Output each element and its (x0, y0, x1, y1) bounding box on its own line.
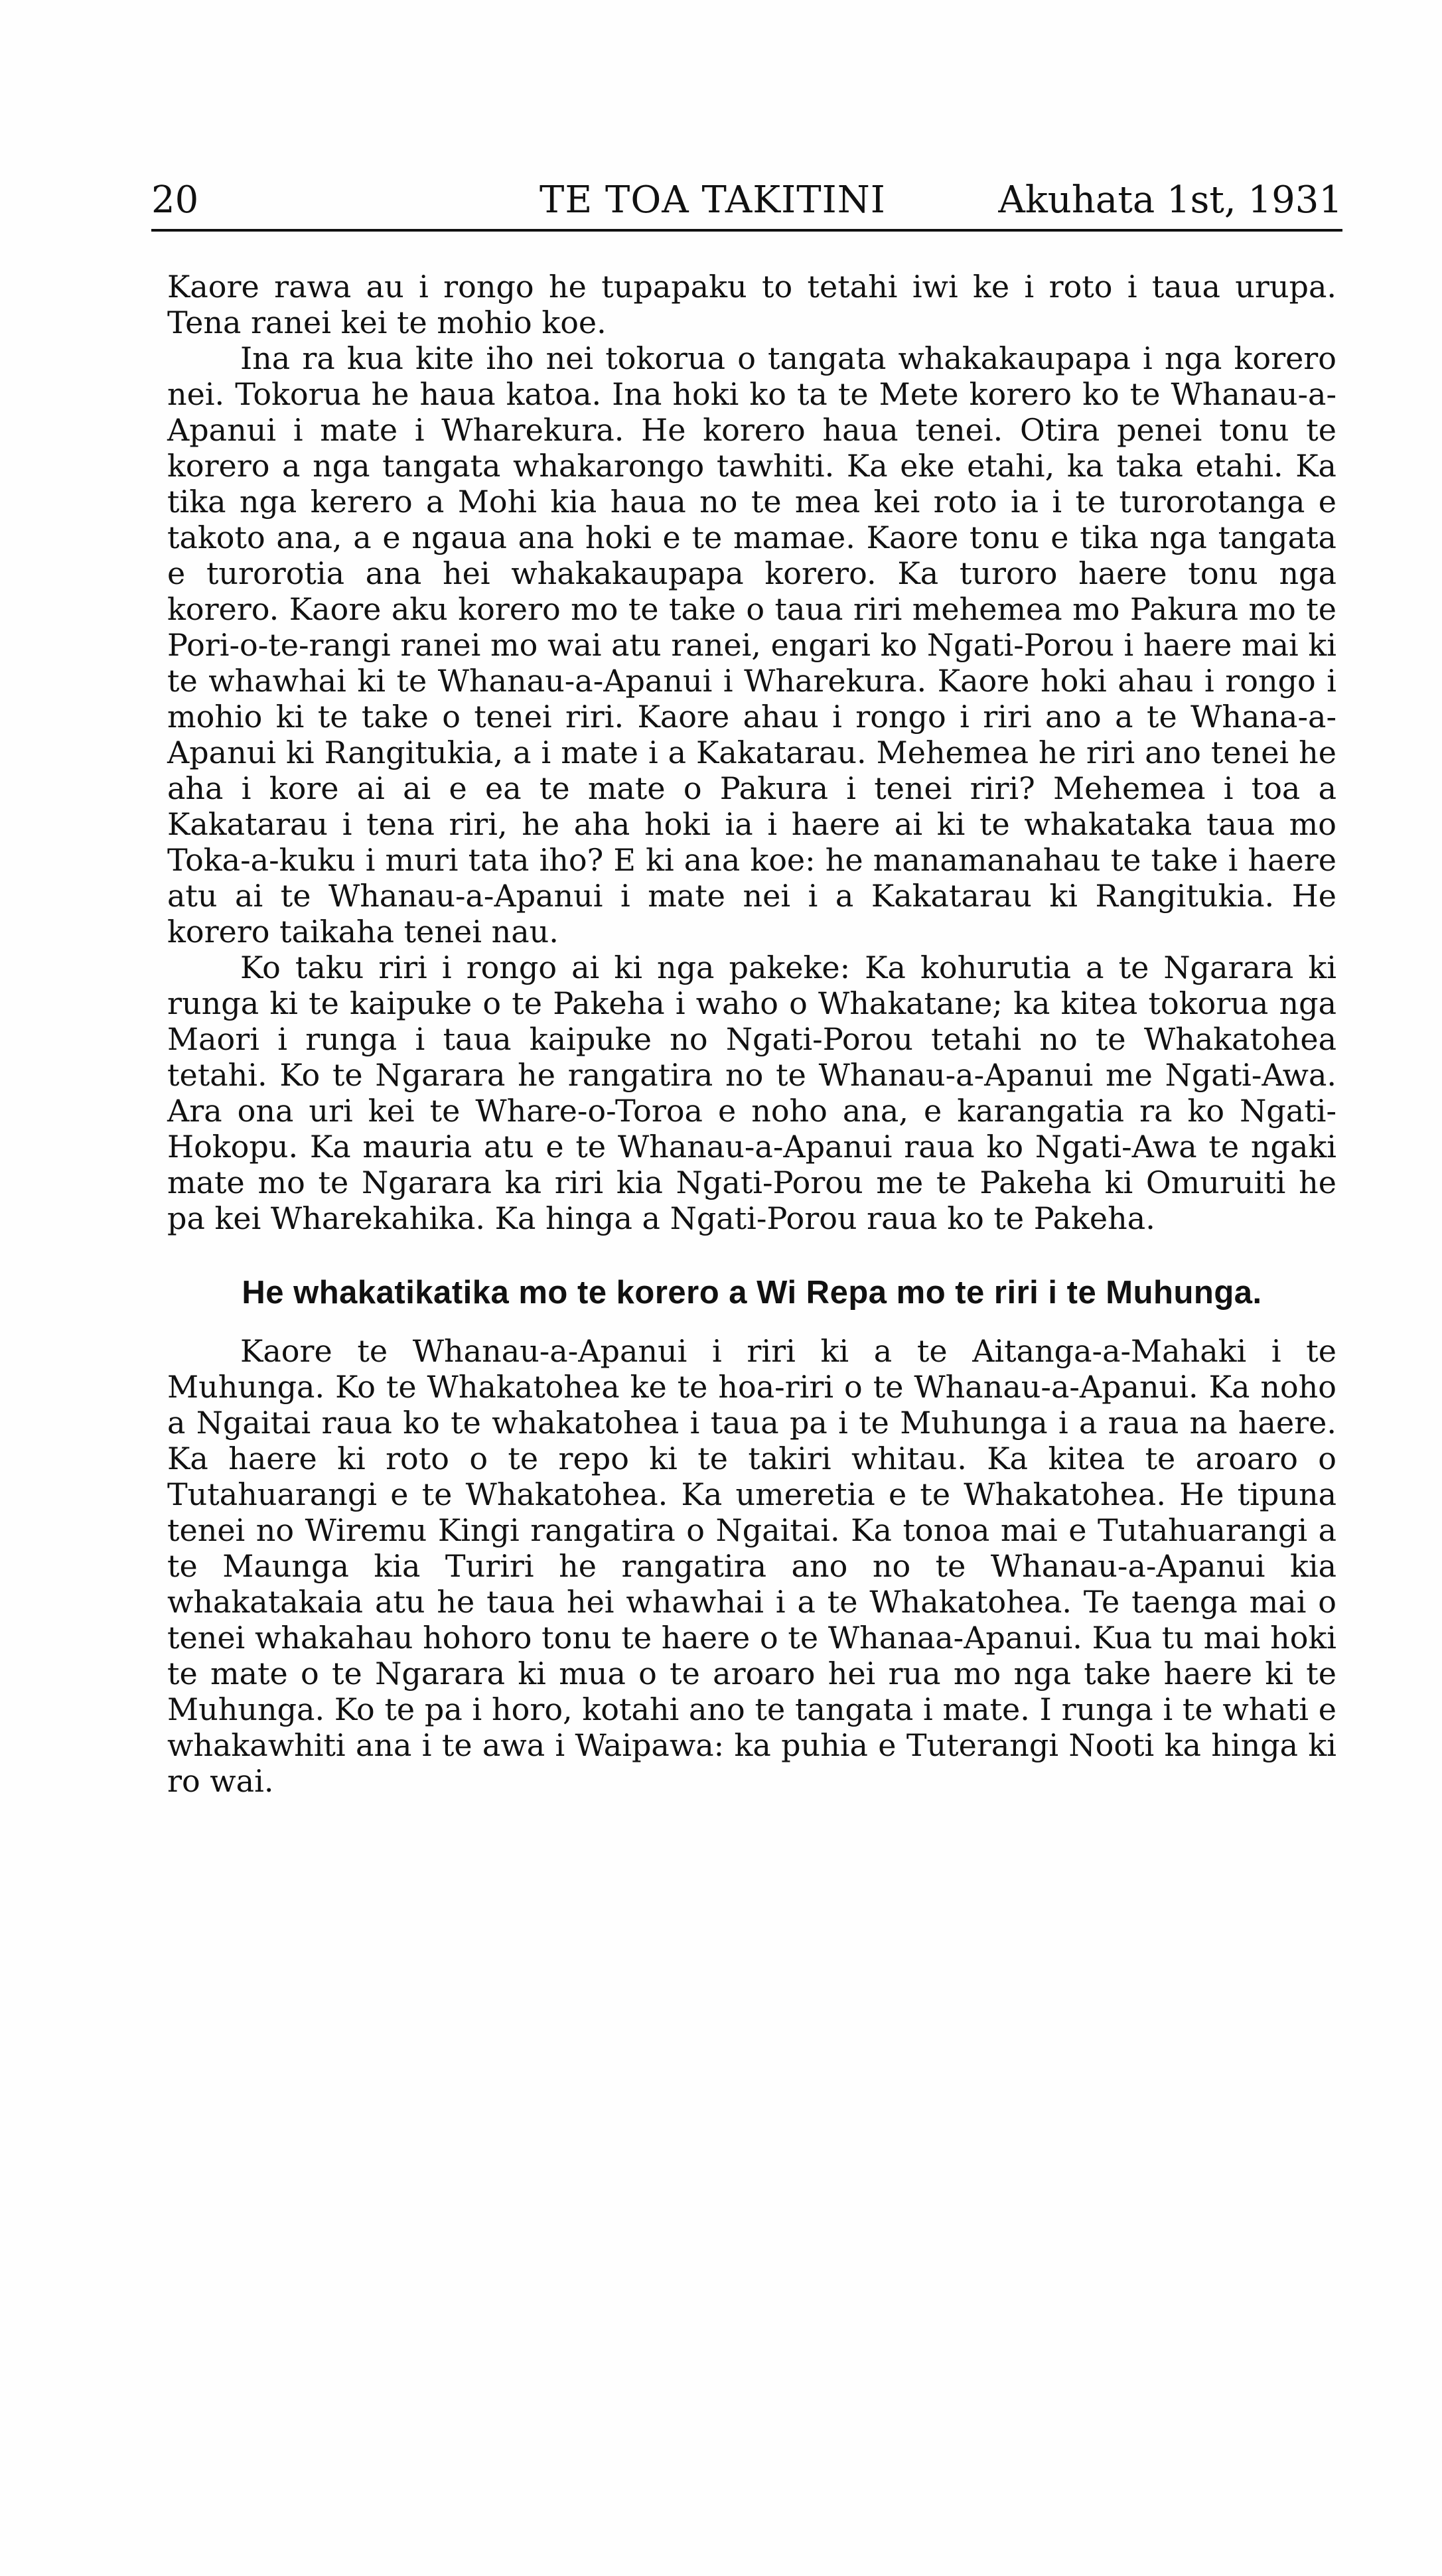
paragraph-2: Ina ra kua kite iho nei tokorua o tangata whakakaupapa i nga korero nei. Tokorua he haua katoa. Ina hoki ko ta te Mete korero ko te Whanau-a-Apanui i mate i Wharekura. He korero haua tenei. Otira penei tonu te korero a nga tangata whakarongo tawhiti. Ka eke etahi, ka taka etahi. Ka tika nga kerero a Mohi kia haua no te mea kei roto ia i te turorotanga e takoto ana, a e ngaua ana hoki e te mamae. Kaore tonu e tika nga tangata e turorotia ana hei whakakaupapa korero. Ka turoro haere tonu nga korero. Kaore aku korero mo te take o taua riri mehemea mo Pakura mo te Pori-o-te-rangi ranei mo wai atu ranei, engari ko Ngati-Porou i haere mai ki te whawhai ki te Whanau-a-Apanui i Wharekura. Kaore hoki ahau i rongo i mohio ki te take o tenei riri. Kaore ahau i rongo i riri ano a te Whana-a-Apanui ki Rangitukia, a i mate i a Kakatarau. Mehemea he riri ano tenei he aha i kore ai ai e ea te mate o Pakura i tenei riri? Mehemea i toa a Kakatarau i tena riri, he aha hoki ia i haere ai ki te whakataka taua mo Toka-a-kuku i muri tata iho? E ki ana koe: he manamanahau te take i haere atu ai te Whanau-a-Apanui i mate nei i a Kakatarau ki Rangitukia. He korero taikaha tenei nau. (167, 340, 1336, 950)
paragraph-3: Ko taku riri i rongo ai ki nga pakeke: Ka kohurutia a te Ngarara ki runga ki te kaipuke o te Pakeha i waho o Whakatane; ka kitea tokorua nga Maori i runga i taua kaipuke no Ngati-Porou tetahi no te Whakatohea tetahi. Ko te Ngarara he rangatira no te Whanau-a-Apanui me Ngati-Awa. Ara ona uri kei te Whare-o-Toroa e noho ana, e karangatia ra ko Ngati-Hokopu. Ka mauria atu e te Whanau-a-Apanui raua ko Ngati-Awa te ngaki mate mo te Ngarara ka riri kia Ngati-Porou me te Pakeha ki Omuruiti he pa kei Wharekahika. Ka hinga a Ngati-Porou raua ko te Pakeha. (167, 950, 1336, 1236)
paragraph-1: Kaore rawa au i rongo he tupapaku to tetahi iwi ke i roto i taua urupa. Tena ranei kei te mohio koe. (167, 269, 1336, 340)
journal-title: TE TOA TAKITINI (540, 179, 886, 222)
issue-date: Akuhata 1st, 1931 (998, 179, 1342, 222)
article-body (167, 269, 1336, 1799)
page-header (151, 169, 1342, 232)
page-number: 20 (151, 179, 199, 222)
section-paragraph: Kaore te Whanau-a-Apanui i riri ki a te Aitanga-a-Mahaki i te Muhunga. Ko te Whakatohea ke te hoa-riri o te Whanau-a-Apanui. Ka noho a Ngaitai raua ko te whakatohea i taua pa i te Muhunga i a raua na haere. Ka haere ki roto o te repo ki te takiri whitau. Ka kitea te aroaro o Tutahuarangi e te Whakatohea. Ka umeretia e te Whakatohea. He tipuna tenei no Wiremu Kingi rangatira o Ngaitai. Ka tonoa mai e Tutahuarangi a te Maunga kia Turiri he rangatira ano no te Whanau-a-Apanui kia whakatakaia atu he taua hei whawhai i a te Whakatohea. Te taenga mai o tenei whakahau hohoro tonu te haere o te Whanaa-Apanui. Kua tu mai hoki te mate o te Ngarara ki mua o te aroaro hei rua mo nga take haere ki te Muhunga. Ko te pa i horo, kotahi ano te tangata i mate. I runga i te whati e whakawhiti ana i te awa i Waipawa: ka puhia e Tuterangi Nooti ka hinga ki ro wai. (167, 1333, 1336, 1799)
section-heading: He whakatikatika mo te korero a Wi Repa mo te riri i te Muhunga. (242, 1275, 1262, 1311)
